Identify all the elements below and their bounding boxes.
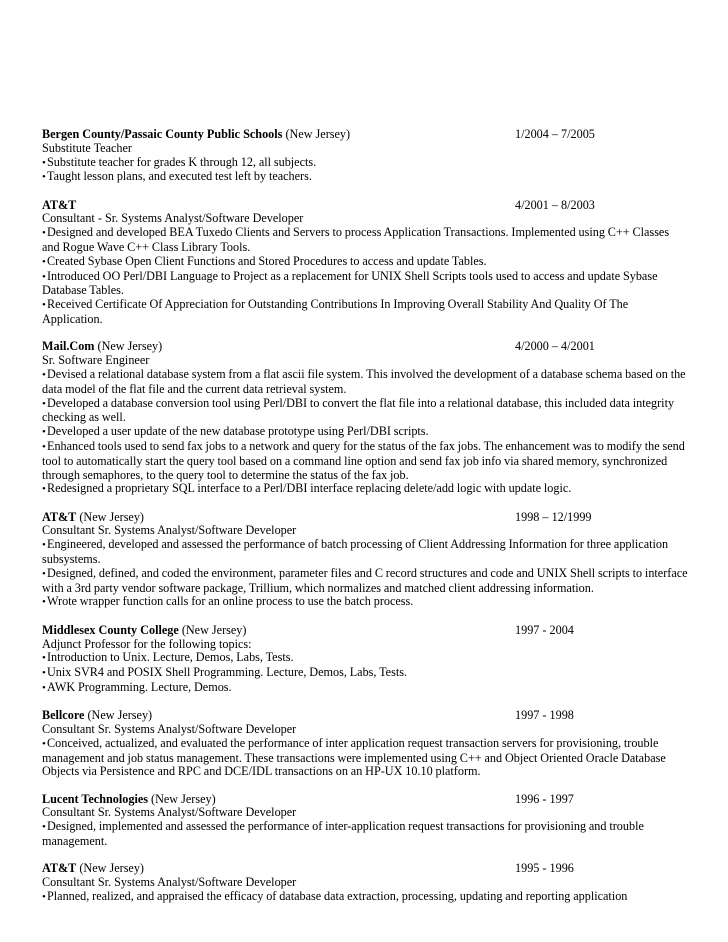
job-title: Consultant Sr. Systems Analyst/Software Developer — [42, 875, 297, 890]
job-bullet-text: Received Certificate Of Appreciation for Outstanding Contributions In Improving Overall Stability And Quality Of The Application. — [42, 297, 629, 327]
job-bullet — [42, 567, 688, 596]
job-bullet-text: Designed, defined, and coded the environment, parameter files and C record structures and code and UNIX Shell scripts to interface with a 3rd party vendor software package, Trillium, which normalizes and matched client addressing information. — [42, 565, 688, 595]
job-location: (New Jersey) — [87, 708, 153, 723]
job-dates: 4/2001 – 8/2003 — [515, 197, 595, 212]
bullet-icon: • — [42, 299, 46, 312]
job-bullet-text: Introduction to Unix. Lecture, Demos, Labs, Tests. — [47, 650, 294, 665]
bullet-icon: • — [42, 255, 46, 268]
job-bullet-text: Developed a user update of the new database prototype using Perl/DBI scripts. — [47, 424, 429, 439]
job-bullet — [42, 681, 688, 696]
job-organization: AT&T — [42, 197, 77, 212]
job-bullet — [42, 368, 688, 397]
bullet-icon: • — [42, 483, 46, 496]
job-dates: 4/2000 – 4/2001 — [515, 339, 595, 354]
job-bullet — [42, 737, 688, 779]
bullet-icon: • — [42, 652, 46, 665]
job-bullet — [42, 298, 688, 327]
job-header — [42, 199, 688, 213]
job-bullet — [42, 425, 688, 440]
job-bullet-text: Introduced OO Perl/DBI Language to Project as a replacement for UNIX Shell Scripts tools used to access and update Sybase Database Tables. — [42, 268, 658, 298]
job-entry — [42, 340, 688, 497]
job-bullet — [42, 270, 688, 299]
bullet-icon: • — [42, 567, 46, 580]
job-bullet — [42, 156, 688, 171]
job-entry — [42, 511, 688, 611]
job-bullet-text: Engineered, developed and assessed the performance of batch processing of Client Addressing Information for three application subsystems. — [42, 537, 669, 567]
bullet-icon: • — [42, 440, 46, 453]
job-bullet — [42, 440, 688, 482]
resume-page — [42, 128, 688, 918]
job-header — [42, 340, 688, 354]
job-dates: 1995 - 1996 — [515, 861, 574, 876]
job-bullet-text: Created Sybase Open Client Functions and Stored Procedures to access and update Tables. — [47, 253, 487, 268]
bullet-icon: • — [42, 397, 46, 410]
job-bullet-text: AWK Programming. Lecture, Demos. — [47, 679, 232, 694]
job-dates: 1/2004 – 7/2005 — [515, 127, 595, 141]
bullet-icon: • — [42, 426, 46, 439]
job-entry — [42, 199, 688, 327]
job-header — [42, 862, 688, 876]
job-entry — [42, 793, 688, 849]
job-header — [42, 128, 688, 142]
bullet-icon: • — [42, 156, 46, 169]
job-location: (New Jersey) — [97, 339, 163, 354]
job-bullet-text: Wrote wrapper function calls for an online process to use the batch process. — [47, 594, 414, 609]
job-bullet-text: Devised a relational database system from a flat ascii file system. This involved the development of a database schema based on the data model of the flat file and the current data retrieval system. — [42, 366, 686, 396]
bullet-icon: • — [42, 667, 46, 680]
job-bullet — [42, 397, 688, 426]
job-entry — [42, 709, 688, 779]
job-organization: Bergen County/Passaic County Public Schools — [42, 127, 283, 141]
job-header — [42, 709, 688, 723]
job-bullet-text: Substitute teacher for grades K through 12, all subjects. — [47, 154, 317, 169]
job-title: Consultant Sr. Systems Analyst/Software Developer — [42, 523, 297, 538]
job-header — [42, 624, 688, 638]
job-location: (New Jersey) — [285, 127, 351, 141]
job-bullet-text: Redesigned a proprietary SQL interface to a Perl/DBI interface replacing delete/add logic with update logic. — [47, 481, 572, 496]
bullet-icon: • — [42, 737, 46, 750]
job-entry — [42, 128, 688, 185]
job-title: Consultant Sr. Systems Analyst/Software Developer — [42, 721, 297, 736]
job-bullet-text: Planned, realized, and appraised the efficacy of database data extraction, processing, updating and reporting application — [47, 888, 628, 903]
job-location: (New Jersey) — [79, 509, 144, 524]
job-bullet — [42, 651, 688, 666]
job-title: Substitute Teacher — [42, 140, 132, 155]
job-bullet — [42, 482, 688, 497]
bullet-icon: • — [42, 270, 46, 283]
job-location: (New Jersey) — [181, 622, 247, 637]
job-title: Consultant Sr. Systems Analyst/Software Developer — [42, 805, 297, 820]
job-bullet — [42, 226, 688, 255]
bullet-icon: • — [42, 681, 46, 694]
job-bullet — [42, 170, 688, 185]
job-bullet — [42, 595, 688, 610]
job-organization: Middlesex County College — [42, 622, 179, 637]
bullet-icon: • — [42, 171, 46, 184]
job-dates: 1997 - 1998 — [515, 708, 574, 723]
bullet-icon: • — [42, 539, 46, 552]
job-bullet-text: Taught lesson plans, and executed test left by teachers. — [47, 169, 312, 184]
job-bullet — [42, 820, 688, 849]
bullet-icon: • — [42, 596, 46, 609]
job-bullet — [42, 255, 688, 270]
job-dates: 1997 - 2004 — [515, 622, 574, 637]
bullet-icon: • — [42, 821, 46, 834]
job-bullet-text: Designed and developed BEA Tuxedo Clients and Servers to process Application Transactions. Implemented using C++ Classes and Rogue Wave C++ Class Library Tools. — [42, 225, 670, 255]
job-title: Sr. Software Engineer — [42, 353, 150, 368]
job-entry — [42, 624, 688, 696]
job-bullet-text: Conceived, actualized, and evaluated the performance of inter application request transaction servers for provisioning, trouble management and job status management. These transactions were implemented using C++ and Object Oriented Oracle Database Objects via Persistence and RPC and DCE/IDL transactions on an HP-UX 10.10 platform. — [42, 735, 666, 779]
job-organization: AT&T — [42, 861, 77, 876]
job-dates: 1996 - 1997 — [515, 791, 574, 806]
job-title: Adjunct Professor for the following topics: — [42, 636, 252, 651]
job-organization: Bellcore — [42, 708, 85, 723]
job-location: (New Jersey) — [151, 791, 216, 806]
job-organization: Lucent Technologies — [42, 791, 148, 806]
job-bullet — [42, 666, 688, 681]
bullet-icon: • — [42, 890, 46, 903]
job-bullet-text: Enhanced tools used to send fax jobs to a network and query for the status of the fax jobs. The enhancement was to modify the send tool to automatically start the query tool based on a command line option and send fax job info via shared memory, synchronized through semaphores, to the query tool to determine the status of the fax job. — [42, 438, 685, 482]
bullet-icon: • — [42, 368, 46, 381]
job-bullet-text: Developed a database conversion tool using Perl/DBI to convert the flat file into a relational database, this included data integrity checking as well. — [42, 395, 675, 425]
job-title: Consultant - Sr. Systems Analyst/Software Developer — [42, 211, 304, 226]
bullet-icon: • — [42, 227, 46, 240]
job-header — [42, 511, 688, 525]
job-organization: Mail.Com — [42, 339, 95, 354]
job-entry — [42, 862, 688, 904]
job-organization: AT&T — [42, 509, 77, 524]
job-bullet — [42, 890, 688, 905]
job-bullet — [42, 538, 688, 567]
job-header — [42, 793, 688, 807]
job-location: (New Jersey) — [79, 861, 144, 876]
job-bullet-text: Designed, implemented and assessed the performance of inter-application request transactions for provisioning and trouble management. — [42, 819, 644, 849]
job-dates: 1998 – 12/1999 — [515, 509, 592, 524]
job-bullet-text: Unix SVR4 and POSIX Shell Programming. Lecture, Demos, Labs, Tests. — [47, 665, 408, 680]
